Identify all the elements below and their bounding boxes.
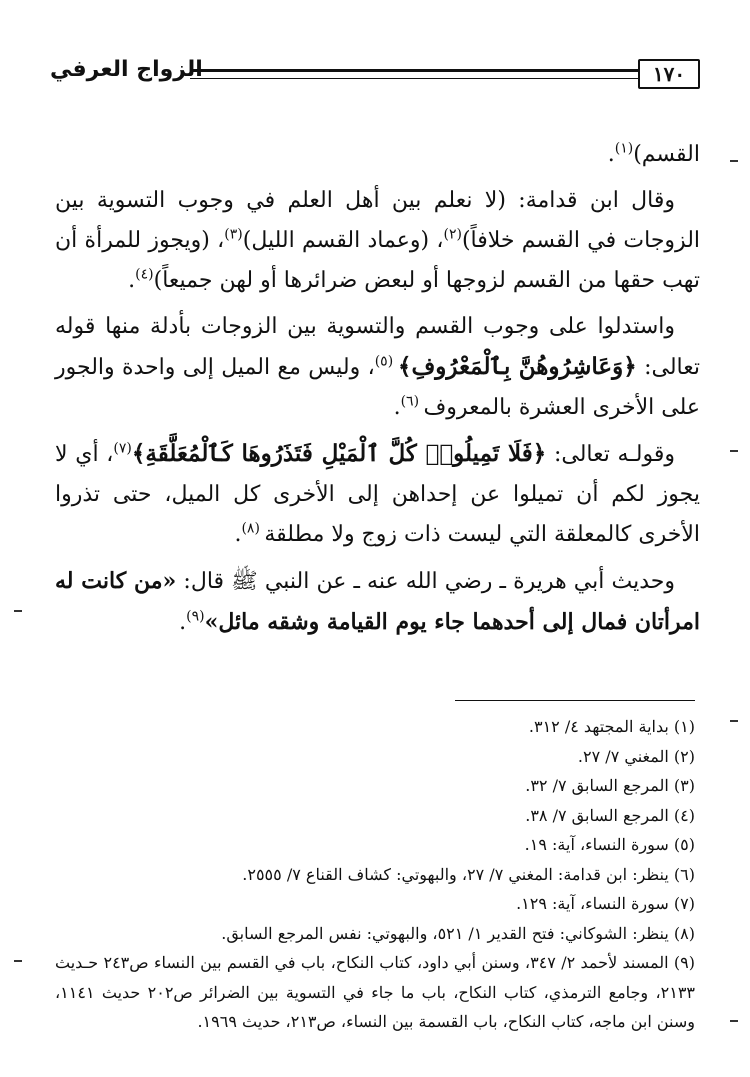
footnote-ref: (٨) <box>241 520 265 537</box>
page-number: ١٧٠ <box>638 59 700 89</box>
footnote-item: (٤) المرجع السابق ٧/ ٣٨. <box>525 805 695 825</box>
footnote-ref: (١) <box>614 140 634 157</box>
page-header <box>50 55 700 95</box>
footnote-ref: (٧) <box>113 440 132 457</box>
scan-mark <box>730 160 738 162</box>
footnote-ref: (٥) <box>374 353 398 370</box>
hadith-quote: «من كانت له امرأتان فمال إلى أحدهما جاء يوم القيامة وشقه مائل» <box>55 568 700 635</box>
footnote-item: (٨) ينظر: الشوكاني: فتح القدير ١/ ٥٢١، والبهوتي: نفس المرجع السابق. <box>221 923 695 943</box>
running-title: الزواج العرفي <box>50 57 203 82</box>
header-rule <box>190 69 638 79</box>
footnote-ref: (٤) <box>135 266 154 283</box>
main-text <box>55 135 700 649</box>
footnote-item: (٦) ينظر: ابن قدامة: المغني ٧/ ٢٧، والبهوتي: كشاف القناع ٧/ ٢٥٥٥. <box>242 864 695 884</box>
paragraph-4: وقولـه تعالى: ﴿فَلَا تَمِيلُوا۟ كُلَّ ٱلْمَيْلِ فَتَذَرُوهَا كَٱلْمُعَلَّقَةِ﴾$^{(٧)}$، أي لا يجوز لكم أن تميلوا عن إحداهن إلى الأخرى كل الميل، حتى تذروا الأخرى كالمعلقة التي ليست ذات زوج ولا مطلقة $^{(٨)}$. <box>55 440 700 547</box>
footnote-ref: (٣) <box>224 226 243 243</box>
scan-mark <box>730 1020 738 1022</box>
footnote-item: (٥) سورة النساء، آية: ١٩. <box>524 835 695 854</box>
quran-verse: ﴿فَلَا تَمِيلُوا۟ كُلَّ ٱلْمَيْلِ فَتَذَرُوهَا كَٱلْمُعَلَّقَةِ﴾ <box>131 440 547 467</box>
footnote-item: (٧) سورة النساء، آية: ١٢٩. <box>516 894 695 913</box>
footnote-ref: (٢) <box>443 226 462 243</box>
paragraph-5: وحديث أبي هريرة ـ رضي الله عنه ـ عن النبي ﷺ قال: «من كانت له امرأتان فمال إلى أحدهما جاء يوم القيامة وشقه مائل»$^{(٩)}$. <box>55 568 700 635</box>
footnote-ref: (٦) <box>400 393 424 410</box>
footnote-ref: (٩) <box>186 608 205 625</box>
paragraph-2: وقال ابن قدامة: (لا نعلم بين أهل العلم في وجوب التسوية بين الزوجات في القسم خلافاً)$^{(٢)}$، (وعماد القسم الليل)$^{(٣)}$، (ويجوز للمرأة أن تهب حقها من القسم لزوجها أو لبعض ضرائرها أو لهن جميعاً)$^{(٤)}$. <box>55 188 701 293</box>
scan-mark <box>14 960 22 962</box>
footnote-item: (٩) المسند لأحمد ٢/ ٣٤٧، وسنن أبي داود، كتاب النكاح، باب في القسم بين النساء ص٢٤٣ حـديث ٢١٣٣، وجامع الترمذي، كتاب النكاح، باب ما جاء في التسوية بين الضرائر ص٢٠٢ حديث ١١٤١، وسنن ابن ماجه، كتاب النكاح، باب القسمة بين النساء، ص٢١٣، حديث ١٩٦٩. <box>55 953 696 1031</box>
paragraph-1: القسم)$^{(١)}$. <box>607 140 700 167</box>
footnote-item: (١) بداية المجتهد ٤/ ٣١٢. <box>528 717 695 736</box>
quran-verse: ﴿وَعَاشِرُوهُنَّ بِٱلْمَعْرُوفِ﴾ <box>397 353 637 380</box>
scan-mark <box>730 720 738 722</box>
paragraph-3: واستدلوا على وجوب القسم والتسوية بين الزوجات بأدلة منها قوله تعالى: ﴿وَعَاشِرُوهُنَّ بِٱلْمَعْرُوفِ﴾ $^{(٥)}$، وليس مع الميل إلى واحدة والجور على الأخرى العشرة بالمعروف $^{(٦)}$. <box>55 314 700 420</box>
footnote-item: (٣) المرجع السابق ٧/ ٣٢. <box>525 776 695 795</box>
footnote-separator <box>455 700 695 701</box>
footnotes <box>55 712 695 1037</box>
scan-mark <box>730 450 738 452</box>
footnote-item: (٢) المغني ٧/ ٢٧. <box>577 746 695 766</box>
scan-mark <box>14 610 22 612</box>
